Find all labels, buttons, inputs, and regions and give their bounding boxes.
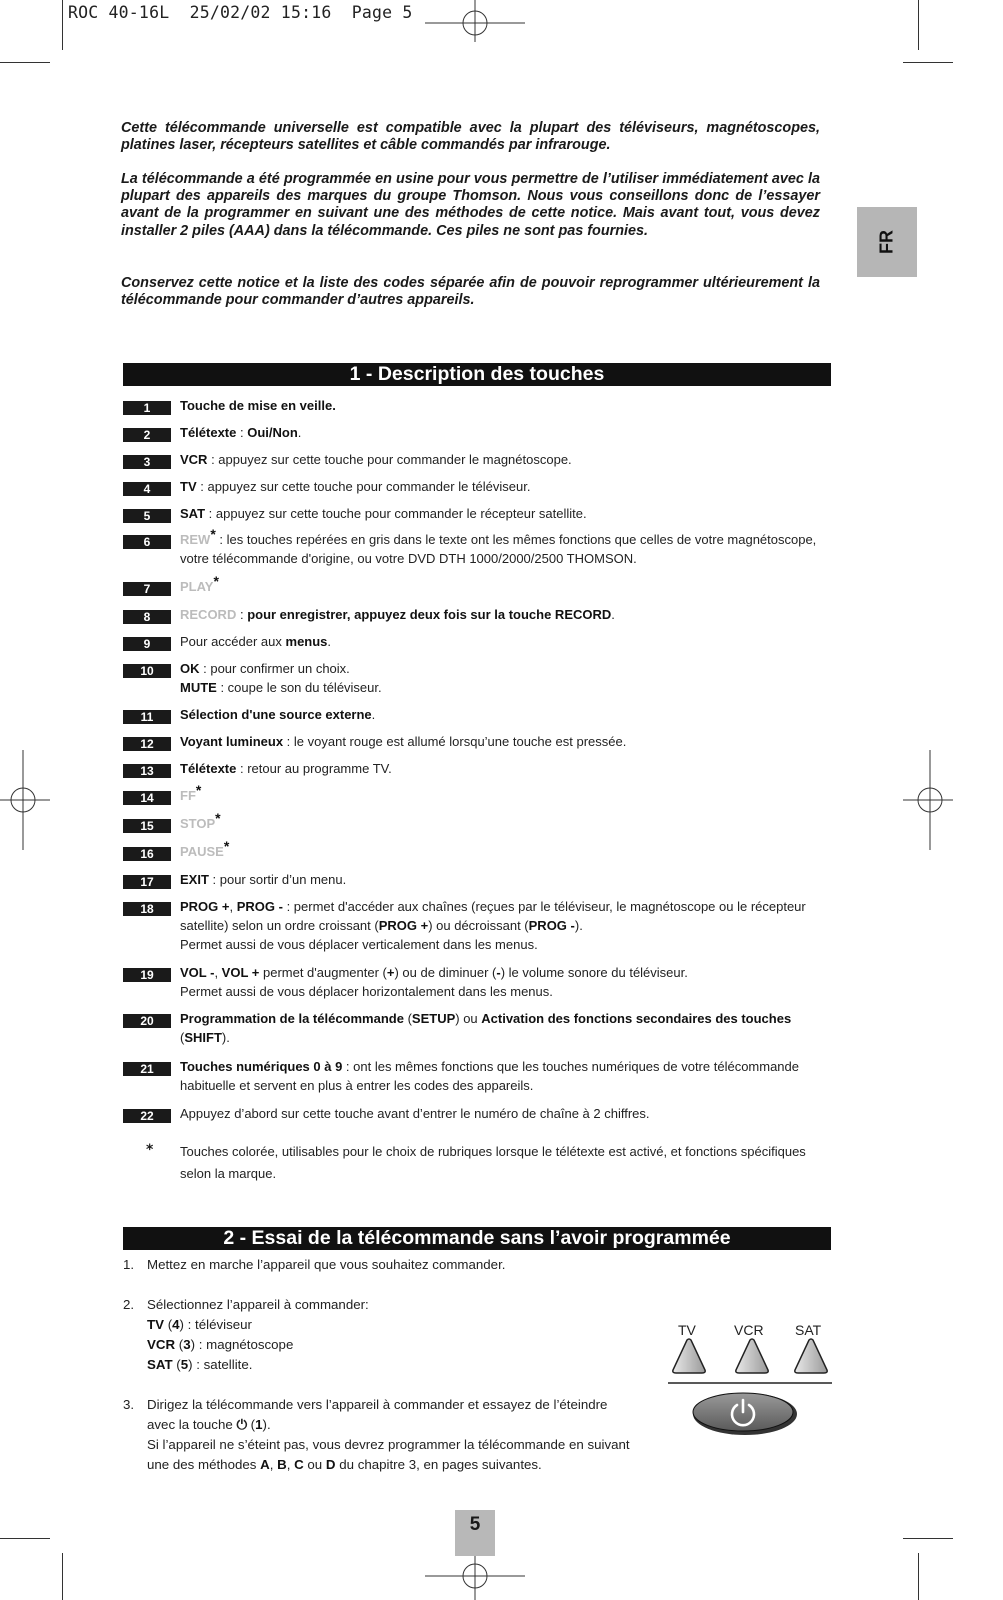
key-description: PLAY* (180, 573, 219, 594)
key-number-badge: 13 (123, 764, 171, 778)
vcr-label: VCR (734, 1322, 764, 1338)
key-description: VOL -, VOL + permet d'augmenter (+) ou de diminuer (-) le volume sonore du téléviseur. Permet aussi de vous déplacer horizontalement dans les menus. (180, 965, 688, 999)
step-line: une des méthodes A, B, C ou D du chapitre 3, en pages suivantes. (147, 1457, 542, 1472)
step-number: 1. (123, 1257, 135, 1272)
crop-mark (918, 0, 919, 50)
key-number-badge: 9 (123, 637, 171, 651)
power-button (693, 1393, 797, 1435)
key-number-badge: 3 (123, 455, 171, 469)
key-description: Touches numériques 0 à 9 : ont les mêmes fonctions que les touches numériques de votre télécommande habituelle et servent en plus à entrer les codes des appareils. (180, 1059, 800, 1093)
key-description: Pour accéder aux menus. (180, 634, 332, 649)
section-heading: 2 - Essai de la télécommande sans l’avoir programmée (123, 1227, 831, 1250)
sat-label: SAT (795, 1322, 822, 1338)
key-description: VCR : appuyez sur cette touche pour commander le magnétoscope. (180, 452, 572, 467)
key-number-badge: 16 (123, 847, 171, 861)
key-number-badge: 8 (123, 610, 171, 624)
key-number-badge: 5 (123, 509, 171, 523)
key-number-badge: 1 (123, 401, 171, 415)
step-line: VCR (3) : magnétoscope (147, 1337, 294, 1352)
crop-mark (0, 62, 50, 63)
key-number-badge: 10 (123, 664, 171, 678)
key-number-badge: 15 (123, 819, 171, 833)
step-line: Mettez en marche l’appareil que vous souhaitez commander. (147, 1257, 506, 1272)
key-number-badge: 4 (123, 482, 171, 496)
page-number: 5 (455, 1510, 495, 1556)
key-description: REW* : les touches repérées en gris dans le texte ont les mêmes fonctions que celles de votre magnétoscope, votre télécommande d'origine, ou votre DVD DTH 1000/2000/2500 THOMSON. (180, 526, 817, 566)
step-line: Dirigez la télécommande vers l’appareil à commander et essayez de l’éteindre (147, 1397, 608, 1412)
key-description: Voyant lumineux : le voyant rouge est allumé lorsqu’une touche est pressée. (180, 734, 627, 749)
tv-button (673, 1339, 705, 1373)
key-description: EXIT : pour sortir d’un menu. (180, 872, 347, 887)
footnote-mark: * (146, 1142, 154, 1158)
crop-mark (903, 62, 953, 63)
intro-paragraph: La télécommande a été programmée en usine pour vous permettre de l’utiliser immédiatement avec la plupart des appareils des marques du groupe Thomson. Nous vous conseillons donc de l’essayer avant de la programmer en suivant une des méthodes de cette notice. Mais avant tout, vous devez installer 2 piles (AAA) dans la télécommande. Ces piles ne sont pas fournies. (121, 171, 820, 239)
key-description: Programmation de la télécommande (SETUP) ou Activation des fonctions secondaires des touches (SHIFT). (180, 1011, 792, 1045)
key-description: PROG +, PROG - : permet d'accéder aux chaînes (reçues par le téléviseur, le magnétoscope ou le récepteur satellite) selon un ordre croissant (PROG +) ou décroissant (PROG -). Permet aussi de vous déplacer verticalement dans les menus. (180, 899, 806, 952)
tv-label: TV (678, 1322, 696, 1338)
step-line: avec la touche ⏻ (1). (147, 1417, 271, 1432)
key-number-badge: 2 (123, 428, 171, 442)
registration-mark-right (903, 750, 953, 850)
key-number-badge: 19 (123, 968, 171, 982)
language-tab (857, 207, 917, 277)
sat-button (795, 1339, 827, 1373)
key-description: FF* (180, 782, 202, 803)
language-tab-label: FR (876, 230, 897, 254)
key-description: SAT : appuyez sur cette touche pour commander le récepteur satellite. (180, 506, 587, 521)
registration-mark-left (0, 750, 50, 850)
key-description: Télétexte : Oui/Non. (180, 425, 302, 440)
step-line: Si l’appareil ne s’éteint pas, vous devrez programmer la télécommande en suivant (147, 1437, 630, 1452)
step-number: 3. (123, 1397, 135, 1412)
key-description: Appuyez d’abord sur cette touche avant d’entrer le numéro de chaîne à 2 chiffres. (180, 1106, 650, 1121)
key-description: TV : appuyez sur cette touche pour commander le téléviseur. (180, 479, 531, 494)
key-description: STOP* (180, 810, 221, 831)
intro-paragraph: Conservez cette notice et la liste des codes séparée afin de pouvoir reprogrammer ultérieurement la télécommande pour commander d’autres appareils. (121, 275, 820, 309)
crop-mark (918, 1553, 919, 1600)
key-description: PAUSE* (180, 838, 230, 859)
registration-mark-top (425, 0, 525, 42)
footnote-text: Touches colorée, utilisables pour le choix de rubriques lorsque le télétexte est activé, et fonctions spécifiques selon la marque. (180, 1144, 806, 1181)
key-number-badge: 14 (123, 791, 171, 805)
registration-mark-bottom (425, 1553, 525, 1600)
key-description: Sélection d'une source externe. (180, 707, 376, 722)
section-heading: 1 - Description des touches (123, 363, 831, 386)
key-number-badge: 17 (123, 875, 171, 889)
key-description: Télétexte : retour au programme TV. (180, 761, 392, 776)
step-line: TV (4) : téléviseur (147, 1317, 252, 1332)
key-number-badge: 20 (123, 1014, 171, 1028)
key-description: OK : pour confirmer un choix. MUTE : coupe le son du téléviseur. (180, 661, 382, 695)
vcr-button (736, 1339, 768, 1373)
key-number-badge: 6 (123, 535, 171, 549)
crop-mark (903, 1538, 953, 1539)
step-number: 2. (123, 1297, 135, 1312)
crop-mark (62, 1553, 63, 1600)
key-number-badge: 22 (123, 1109, 171, 1123)
key-number-badge: 7 (123, 582, 171, 596)
intro-paragraph: Cette télécommande universelle est compatible avec la plupart des téléviseurs, magnétoscopes, platines laser, récepteurs satellites et câble commandés par infrarouge. (121, 120, 820, 154)
remote-illustration (665, 1338, 835, 1438)
crop-mark (0, 1538, 50, 1539)
key-number-badge: 11 (123, 710, 171, 724)
crop-mark (62, 0, 63, 50)
step-line: Sélectionnez l’appareil à commander: (147, 1297, 369, 1312)
key-description: Touche de mise en veille. (180, 398, 336, 413)
key-number-badge: 12 (123, 737, 171, 751)
key-number-badge: 18 (123, 902, 171, 916)
key-number-badge: 21 (123, 1062, 171, 1076)
key-description: RECORD : pour enregistrer, appuyez deux fois sur la touche RECORD. (180, 607, 615, 622)
print-header: ROC 40-16L 25/02/02 15:16 Page 5 (68, 3, 413, 22)
step-line: SAT (5) : satellite. (147, 1357, 253, 1372)
